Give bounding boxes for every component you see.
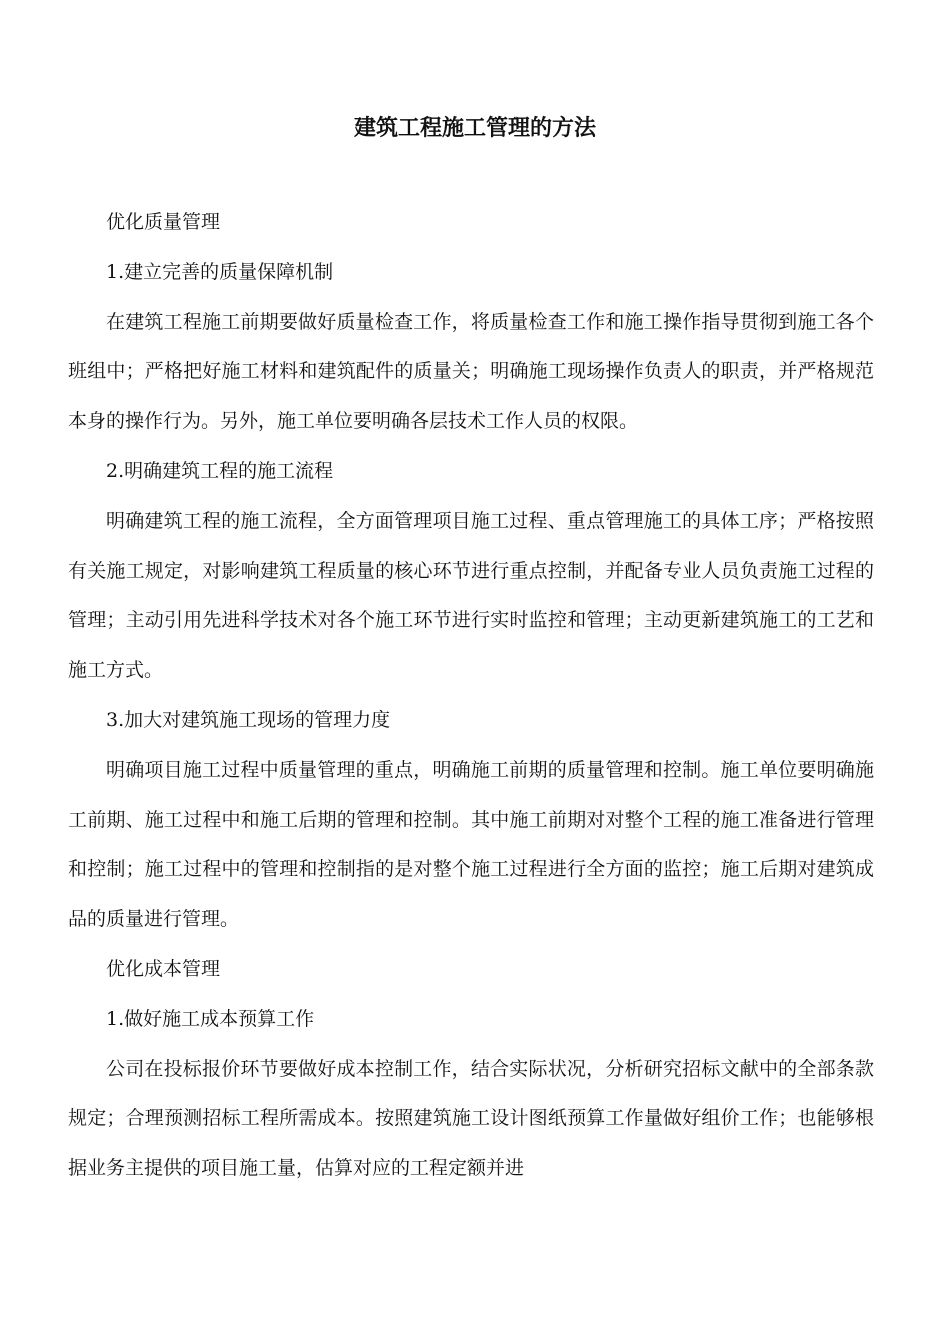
subheading-cost-1: 1.做好施工成本预算工作 bbox=[106, 1007, 315, 1030]
subheading-quality-2: 2.明确建筑工程的施工流程 bbox=[106, 459, 334, 482]
paragraph-quality-3: 明确项目施工过程中质量管理的重点，明确施工前期的质量管理和控制。施工单位要明确施工前期、施工过程中和施工后期的管理和控制。其中施工前期对对整个工程的施工准备进行管理和控制；施工过程中的管理和控制指的是对整个施工过程进行全方面的监控；施工后期对建筑成品的质量进行管理。 bbox=[68, 758, 874, 931]
paragraph-quality-1: 在建筑工程施工前期要做好质量检查工作，将质量检查工作和施工操作指导贯彻到施工各个班组中；严格把好施工材料和建筑配件的质量关；明确施工现场操作负责人的职责，并严格规范本身的操作行为。另外，施工单位要明确各层技术工作人员的权限。 bbox=[68, 310, 874, 433]
paragraph-quality-2: 明确建筑工程的施工流程，全方面管理项目施工过程、重点管理施工的具体工序；严格按照有关施工规定，对影响建筑工程质量的核心环节进行重点控制，并配备专业人员负责施工过程的管理；主动引用先进科学技术对各个施工环节进行实时监控和管理；主动更新建筑施工的工艺和施工方式。 bbox=[68, 509, 874, 682]
subheading-quality-1: 1.建立完善的质量保障机制 bbox=[106, 260, 334, 283]
subheading-quality-3: 3.加大对建筑施工现场的管理力度 bbox=[106, 708, 391, 731]
document-title: 建筑工程施工管理的方法 bbox=[353, 115, 596, 141]
section-heading-cost: 优化成本管理 bbox=[106, 957, 221, 980]
paragraph-cost-1: 公司在投标报价环节要做好成本控制工作，结合实际状况，分析研究招标文献中的全部条款规定；合理预测招标工程所需成本。按照建筑施工设计图纸预算工作量做好组价工作；也能够根据业务主提供的项目施工量，估算对应的工程定额并进 bbox=[68, 1057, 874, 1180]
document-body bbox=[68, 198, 874, 1194]
section-heading-quality: 优化质量管理 bbox=[106, 211, 221, 233]
